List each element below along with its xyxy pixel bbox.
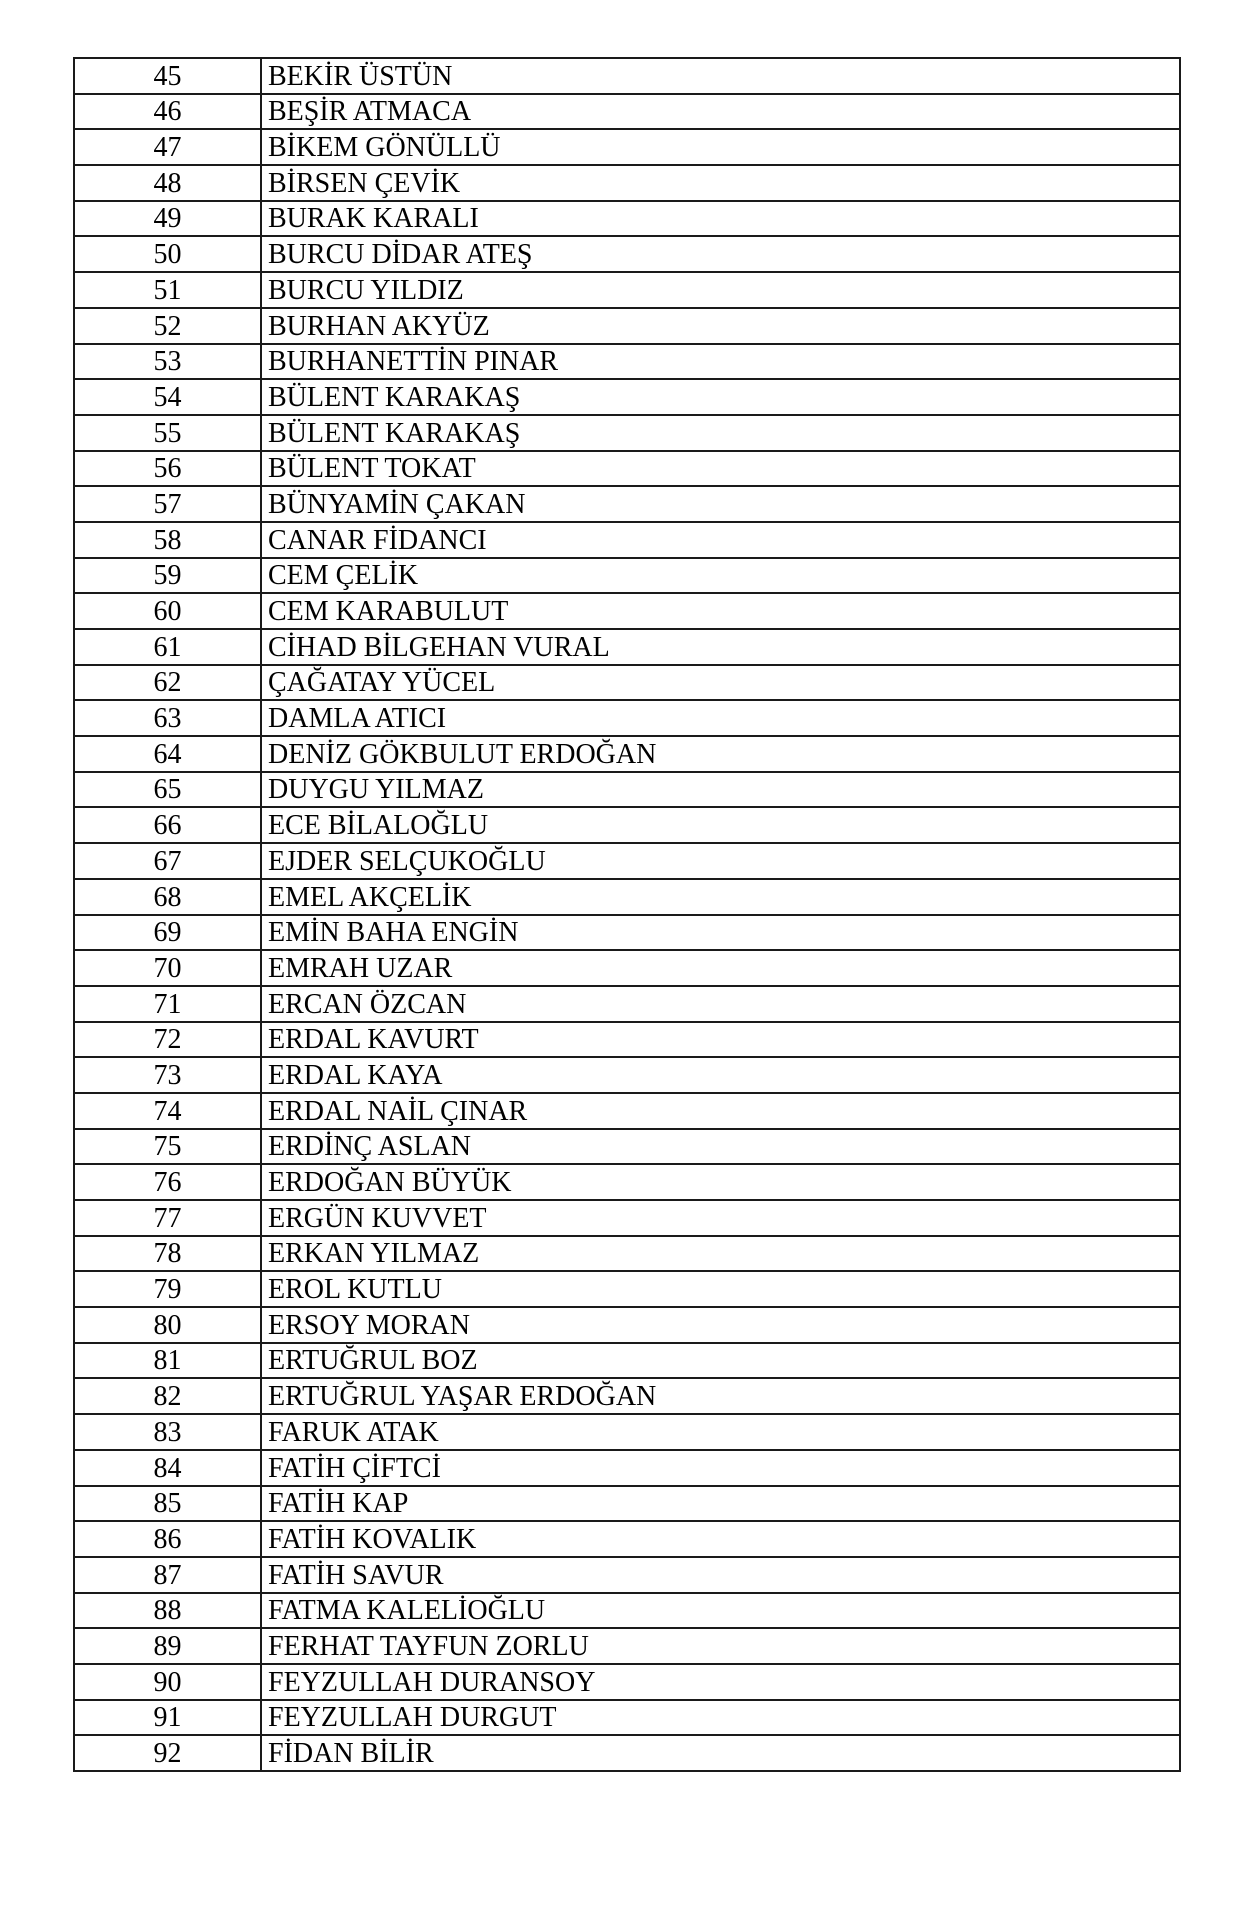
person-name-cell: CEM ÇELİK [261,558,1180,594]
row-number-cell: 86 [74,1521,261,1557]
table-row [74,451,1180,487]
person-name-cell: ÇAĞATAY YÜCEL [261,665,1180,701]
person-name-cell: EMEL AKÇELİK [261,879,1180,915]
table-row [74,807,1180,843]
person-name-cell: ERDİNÇ ASLAN [261,1129,1180,1165]
table-row [74,1164,1180,1200]
table-row [74,915,1180,951]
person-name-cell: ERSOY MORAN [261,1307,1180,1343]
person-name-cell: ERTUĞRUL BOZ [261,1343,1180,1379]
table-row [74,1414,1180,1450]
row-number-cell: 67 [74,843,261,879]
table-row [74,344,1180,380]
table-row [74,1700,1180,1736]
person-name-cell: EJDER SELÇUKOĞLU [261,843,1180,879]
row-number-cell: 53 [74,344,261,380]
table-row [74,629,1180,665]
table-row [74,986,1180,1022]
row-number-cell: 79 [74,1271,261,1307]
table-row [74,165,1180,201]
person-name-cell: ERDAL KAVURT [261,1022,1180,1058]
table-row [74,129,1180,165]
person-name-cell: BÜLENT KARAKAŞ [261,379,1180,415]
row-number-cell: 51 [74,272,261,308]
person-name-cell: CANAR FİDANCI [261,522,1180,558]
row-number-cell: 90 [74,1664,261,1700]
table-row [74,1093,1180,1129]
row-number-cell: 62 [74,665,261,701]
person-name-cell: FARUK ATAK [261,1414,1180,1450]
person-name-cell: BEŞİR ATMACA [261,94,1180,130]
person-name-cell: FEYZULLAH DURGUT [261,1700,1180,1736]
row-number-cell: 84 [74,1450,261,1486]
table-row [74,1664,1180,1700]
person-name-cell: BÜNYAMİN ÇAKAN [261,486,1180,522]
row-number-cell: 50 [74,236,261,272]
row-number-cell: 87 [74,1557,261,1593]
table-row [74,1628,1180,1664]
row-number-cell: 81 [74,1343,261,1379]
row-number-cell: 45 [74,58,261,94]
row-number-cell: 54 [74,379,261,415]
table-row [74,1271,1180,1307]
person-name-cell: DENİZ GÖKBULUT ERDOĞAN [261,736,1180,772]
row-number-cell: 74 [74,1093,261,1129]
table-row [74,700,1180,736]
person-name-cell: FERHAT TAYFUN ZORLU [261,1628,1180,1664]
table-row [74,94,1180,130]
person-name-cell: ERDAL KAYA [261,1057,1180,1093]
person-name-cell: ERGÜN KUVVET [261,1200,1180,1236]
person-name-cell: CEM KARABULUT [261,593,1180,629]
row-number-cell: 75 [74,1129,261,1165]
row-number-cell: 57 [74,486,261,522]
table-row [74,1236,1180,1272]
row-number-cell: 71 [74,986,261,1022]
table-row [74,772,1180,808]
table-row [74,1307,1180,1343]
person-name-cell: ECE BİLALOĞLU [261,807,1180,843]
row-number-cell: 59 [74,558,261,594]
table-row [74,58,1180,94]
person-name-cell: FATMA KALELİOĞLU [261,1593,1180,1629]
table-row [74,486,1180,522]
row-number-cell: 72 [74,1022,261,1058]
row-number-cell: 63 [74,700,261,736]
person-name-cell: ERTUĞRUL YAŞAR ERDOĞAN [261,1378,1180,1414]
person-name-cell: FATİH KOVALIK [261,1521,1180,1557]
row-number-cell: 49 [74,201,261,237]
person-name-cell: BURHANETTİN PINAR [261,344,1180,380]
table-row [74,736,1180,772]
table-row [74,1057,1180,1093]
row-number-cell: 89 [74,1628,261,1664]
row-number-cell: 48 [74,165,261,201]
row-number-cell: 46 [74,94,261,130]
row-number-cell: 82 [74,1378,261,1414]
table-row [74,1129,1180,1165]
table-row [74,272,1180,308]
table-row [74,1521,1180,1557]
row-number-cell: 66 [74,807,261,843]
row-number-cell: 58 [74,522,261,558]
row-number-cell: 77 [74,1200,261,1236]
table-row [74,593,1180,629]
person-name-cell: ERCAN ÖZCAN [261,986,1180,1022]
person-name-cell: DUYGU YILMAZ [261,772,1180,808]
table-row [74,522,1180,558]
table-row [74,415,1180,451]
table-row [74,1022,1180,1058]
table-row [74,1200,1180,1236]
person-name-cell: BURCU DİDAR ATEŞ [261,236,1180,272]
table-row [74,379,1180,415]
person-name-cell: BİKEM GÖNÜLLÜ [261,129,1180,165]
person-name-cell: FATİH ÇİFTCİ [261,1450,1180,1486]
row-number-cell: 55 [74,415,261,451]
name-list-table [73,57,1181,1772]
person-name-cell: BİRSEN ÇEVİK [261,165,1180,201]
person-name-cell: FATİH KAP [261,1486,1180,1522]
row-number-cell: 78 [74,1236,261,1272]
name-list-body [74,58,1180,1771]
row-number-cell: 73 [74,1057,261,1093]
document-page [73,57,1179,1772]
row-number-cell: 80 [74,1307,261,1343]
row-number-cell: 52 [74,308,261,344]
table-row [74,843,1180,879]
person-name-cell: BURCU YILDIZ [261,272,1180,308]
row-number-cell: 64 [74,736,261,772]
person-name-cell: BURHAN AKYÜZ [261,308,1180,344]
person-name-cell: BÜLENT KARAKAŞ [261,415,1180,451]
person-name-cell: BURAK KARALI [261,201,1180,237]
table-row [74,665,1180,701]
person-name-cell: EMİN BAHA ENGİN [261,915,1180,951]
person-name-cell: FİDAN BİLİR [261,1735,1180,1771]
person-name-cell: EROL KUTLU [261,1271,1180,1307]
table-row [74,879,1180,915]
person-name-cell: DAMLA ATICI [261,700,1180,736]
table-row [74,1450,1180,1486]
table-row [74,558,1180,594]
row-number-cell: 83 [74,1414,261,1450]
row-number-cell: 68 [74,879,261,915]
table-row [74,1735,1180,1771]
person-name-cell: BEKİR ÜSTÜN [261,58,1180,94]
person-name-cell: ERDOĞAN BÜYÜK [261,1164,1180,1200]
row-number-cell: 69 [74,915,261,951]
row-number-cell: 91 [74,1700,261,1736]
table-row [74,1557,1180,1593]
person-name-cell: FEYZULLAH DURANSOY [261,1664,1180,1700]
row-number-cell: 88 [74,1593,261,1629]
person-name-cell: CİHAD BİLGEHAN VURAL [261,629,1180,665]
person-name-cell: BÜLENT TOKAT [261,451,1180,487]
row-number-cell: 56 [74,451,261,487]
table-row [74,1486,1180,1522]
table-row [74,950,1180,986]
person-name-cell: ERKAN YILMAZ [261,1236,1180,1272]
person-name-cell: EMRAH UZAR [261,950,1180,986]
row-number-cell: 85 [74,1486,261,1522]
table-row [74,201,1180,237]
row-number-cell: 92 [74,1735,261,1771]
row-number-cell: 61 [74,629,261,665]
table-row [74,236,1180,272]
table-row [74,1378,1180,1414]
row-number-cell: 70 [74,950,261,986]
table-row [74,1593,1180,1629]
table-row [74,1343,1180,1379]
person-name-cell: ERDAL NAİL ÇINAR [261,1093,1180,1129]
row-number-cell: 47 [74,129,261,165]
table-row [74,308,1180,344]
row-number-cell: 60 [74,593,261,629]
row-number-cell: 65 [74,772,261,808]
row-number-cell: 76 [74,1164,261,1200]
person-name-cell: FATİH SAVUR [261,1557,1180,1593]
